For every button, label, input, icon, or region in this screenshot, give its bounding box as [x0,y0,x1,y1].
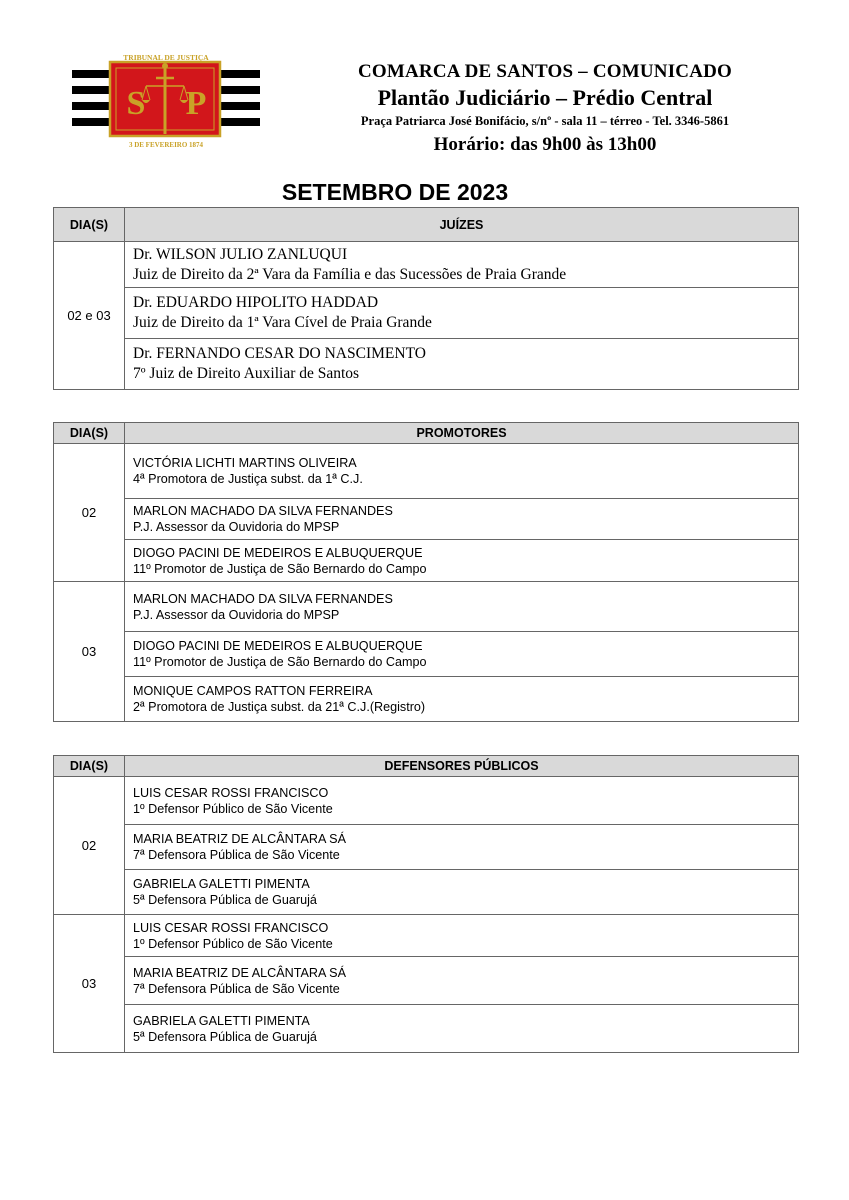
prosecutor-name: VICTÓRIA LICHTI MARTINS OLIVEIRA [133,456,357,470]
table-row [54,957,799,1005]
judges-col-main: JUÍZES [125,208,799,242]
prosecutor-entry [125,499,799,540]
table-row [54,288,799,339]
defender-entry [125,825,799,870]
seal-bottom-text: 3 DE FEVEREIRO 1874 [128,141,204,149]
header-address: Praça Patriarca José Bonifácio, s/nº - sala 11 – térreo - Tel. 3346-5861 [360,114,730,128]
table-row [54,677,799,722]
judge-name: Dr. WILSON JULIO ZANLUQUI [133,245,348,263]
judge-entry [125,288,799,339]
prosecutor-role: 11º Promotor de Justiça de São Bernardo do Campo [133,561,427,576]
seal-letter-left: S [126,85,146,122]
judges-table [53,207,799,390]
prosecutor-role: 4ª Promotora de Justiça subst. da 1ª C.J. [133,472,363,486]
prosecutor-name: MARLON MACHADO DA SILVA FERNANDES [133,591,393,606]
defender-name: LUIS CESAR ROSSI FRANCISCO [133,785,329,800]
judge-role: Juiz de Direito da 2ª Vara da Família e das Sucessões de Praia Grande [133,265,567,283]
defender-role: 7ª Defensora Pública de São Vicente [133,981,340,996]
table-row [54,915,799,957]
judge-name: Dr. EDUARDO HIPOLITO HADDAD [133,294,379,311]
header-hours: Horário: das 9h00 às 13h00 [433,134,657,155]
defender-entry [125,957,799,1005]
prosecutor-name: DIOGO PACINI DE MEDEIROS E ALBUQUERQUE [133,639,423,653]
defenders-col-main: DEFENSORES PÚBLICOS [125,756,799,777]
document-header [300,60,790,158]
table-row [54,444,799,499]
month-title: SETEMBRO DE 2023 [281,179,509,205]
judge-entry [125,339,799,390]
defender-role: 1º Defensor Público de São Vicente [133,801,333,816]
header-subtitle: Plantão Judiciário – Prédio Central [377,85,713,110]
prosecutor-name: MARLON MACHADO DA SILVA FERNANDES [133,504,393,518]
defender-entry [125,777,799,825]
defender-entry [125,915,799,957]
table-row [54,540,799,582]
prosecutor-role: 11º Promotor de Justiça de São Bernardo do Campo [133,655,427,669]
prosecutor-role: P.J. Assessor da Ouvidoria do MPSP [133,607,340,622]
judges-col-day: DIA(S) [54,208,125,242]
prosecutor-entry [125,677,799,722]
prosecutor-entry [125,444,799,499]
defender-name: GABRIELA GALETTI PIMENTA [133,1013,310,1028]
defender-name: GABRIELA GALETTI PIMENTA [133,877,310,891]
defenders-day-cell: 03 [54,915,125,1053]
table-row [54,242,799,288]
defender-name: MARIA BEATRIZ DE ALCÂNTARA SÁ [133,965,346,980]
table-row [54,632,799,677]
judge-name: Dr. FERNANDO CESAR DO NASCIMENTO [133,345,426,362]
header-title: COMARCA DE SANTOS – COMUNICADO [357,61,733,82]
defender-entry [125,1005,799,1053]
table-row [54,499,799,540]
defender-name: MARIA BEATRIZ DE ALCÂNTARA SÁ [133,832,346,846]
defender-name: LUIS CESAR ROSSI FRANCISCO [133,920,329,935]
defenders-table [53,755,799,1053]
seal-letter-right: P [185,85,207,122]
prosecutor-role: P.J. Assessor da Ouvidoria do MPSP [133,520,340,534]
prosecutors-day-cell: 02 [54,444,125,582]
seal-top-text: TRIBUNAL DE JUSTIÇA [123,53,209,62]
defender-role: 1º Defensor Público de São Vicente [133,936,333,951]
prosecutor-name: MONIQUE CAMPOS RATTON FERREIRA [133,684,373,698]
prosecutor-name: DIOGO PACINI DE MEDEIROS E ALBUQUERQUE [133,545,423,560]
judges-day-cell: 02 e 03 [54,242,125,390]
table-row [54,870,799,915]
defender-role: 7ª Defensora Pública de São Vicente [133,848,340,862]
prosecutors-col-main: PROMOTORES [125,423,799,444]
prosecutor-role: 2ª Promotora de Justiça subst. da 21ª C.J.(Registro) [133,700,426,714]
table-row [54,1005,799,1053]
defenders-day-cell: 02 [54,777,125,915]
judge-role: 7º Juiz de Direito Auxiliar de Santos [133,365,360,382]
table-row [54,339,799,390]
defender-role: 5ª Defensora Pública de Guarujá [133,1029,317,1044]
defenders-col-day: DIA(S) [54,756,125,777]
judge-entry [125,242,799,288]
prosecutors-table [53,422,799,722]
defender-entry [125,870,799,915]
prosecutor-entry [125,632,799,677]
prosecutors-col-day: DIA(S) [54,423,125,444]
table-row [54,825,799,870]
court-logo [72,52,260,152]
table-row [54,582,799,632]
court-seal-icon [72,52,260,152]
judge-role: Juiz de Direito da 1ª Vara Cível de Praia Grande [133,314,432,331]
table-row [54,777,799,825]
prosecutors-day-cell: 03 [54,582,125,722]
prosecutor-entry [125,582,799,632]
prosecutor-entry [125,540,799,582]
defender-role: 5ª Defensora Pública de Guarujá [133,893,317,907]
